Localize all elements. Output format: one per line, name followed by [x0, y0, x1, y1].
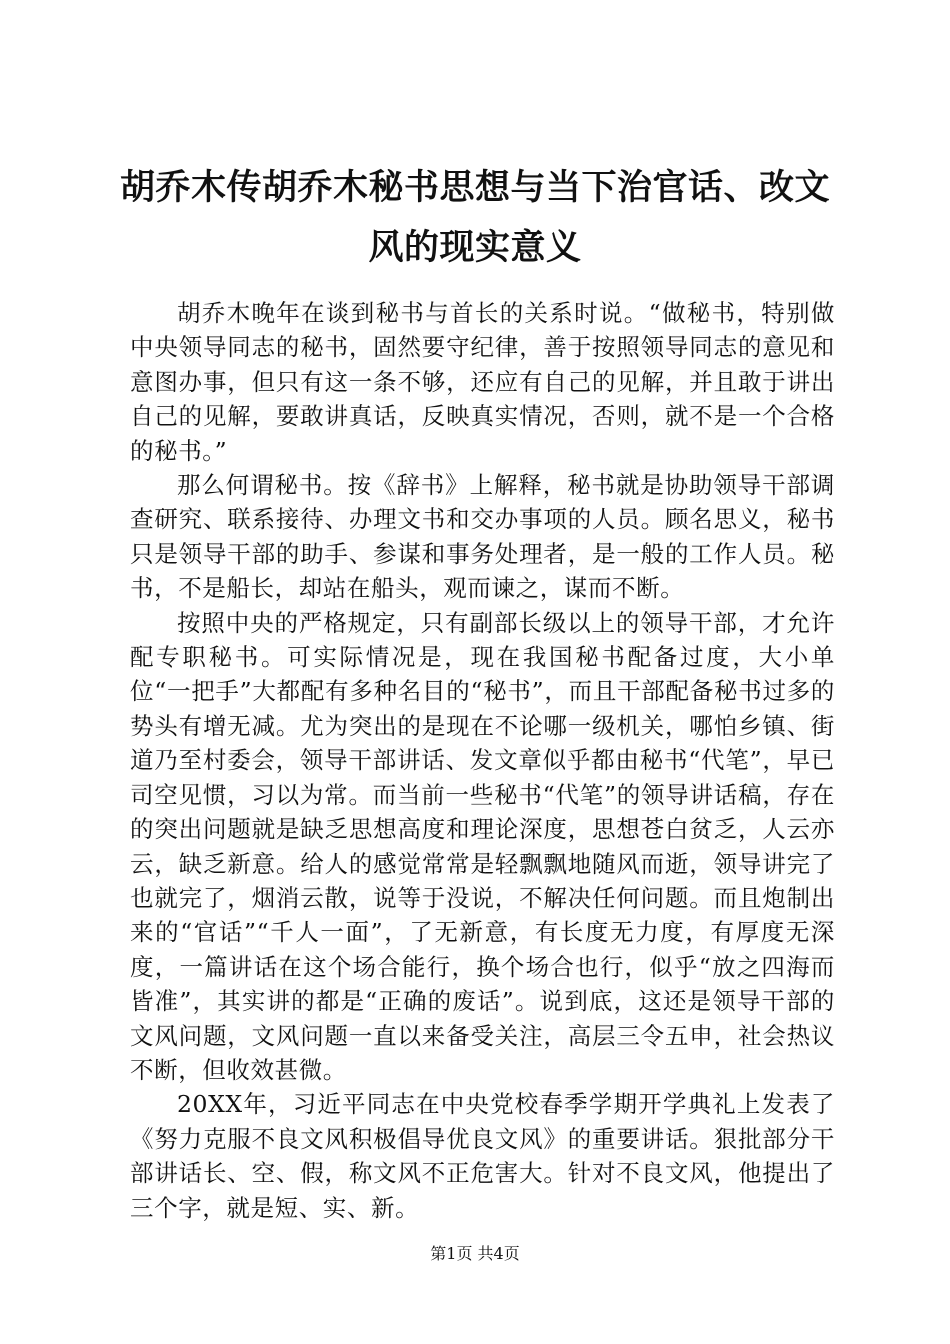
document-body: [130, 296, 835, 1225]
page-footer: 第1页 共4页: [430, 1244, 520, 1263]
paragraph: 20XX年，习近平同志在中央党校春季学期开学典礼上发表了《努力克服不良文风积极倡导优良文风》的重要讲话。狠批部分干部讲话长、空、假，称文风不正危害大。针对不良文风，他提出了三个字，就是短、实、新。: [130, 1090, 835, 1222]
paragraph: 按照中央的严格规定，只有副部长级以上的领导干部，才允许配专职秘书。可实际情况是，现在我国秘书配备过度，大小单位“一把手”大都配有多种名目的“秘书”，而且干部配备秘书过多的势头有增无减。尤为突出的是现在不论哪一级机关，哪怕乡镇、街道乃至村委会，领导干部讲话、发文章似乎都由秘书“代笔”，早已司空见惯，习以为常。而当前一些秘书“代笔”的领导讲话稿，存在的突出问题就是缺乏思想高度和理论深度，思想苍白贫乏，人云亦云，缺乏新意。给人的感觉常常是轻飘飘地随风而逝，领导讲完了也就完了，烟消云散，说等于没说，不解决任何问题。而且炮制出来的“官话”“千人一面”，了无新意，有长度无力度，有厚度无深度，一篇讲话在这个场合能行，换个场合也行，似乎“放之四海而皆准”，其实讲的都是“正确的废话”。说到底，这还是领导干部的文风问题，文风问题一直以来备受关注，高层三令五申，社会热议不断，但收效甚微。: [130, 608, 835, 1084]
document-title: 胡乔木传胡乔木秘书思想与当下治官话、改文风的现实意义: [119, 167, 830, 268]
paragraph: 那么何谓秘书。按《辞书》上解释，秘书就是协助领导干部调查研究、联系接待、办理文书和交办事项的人员。顾名思义，秘书只是领导干部的助手、参谋和事务处理者，是一般的工作人员。秘书，不是船长，却站在船头，观而谏之，谋而不断。: [130, 471, 835, 603]
paragraph: 胡乔木晚年在谈到秘书与首长的关系时说。“做秘书，特别做中央领导同志的秘书，固然要守纪律，善于按照领导同志的意见和意图办事，但只有这一条不够，还应有自己的见解，并且敢于讲出自己的见解，要敢讲真话，反映真实情况，否则，就不是一个合格的秘书。”: [130, 299, 835, 465]
